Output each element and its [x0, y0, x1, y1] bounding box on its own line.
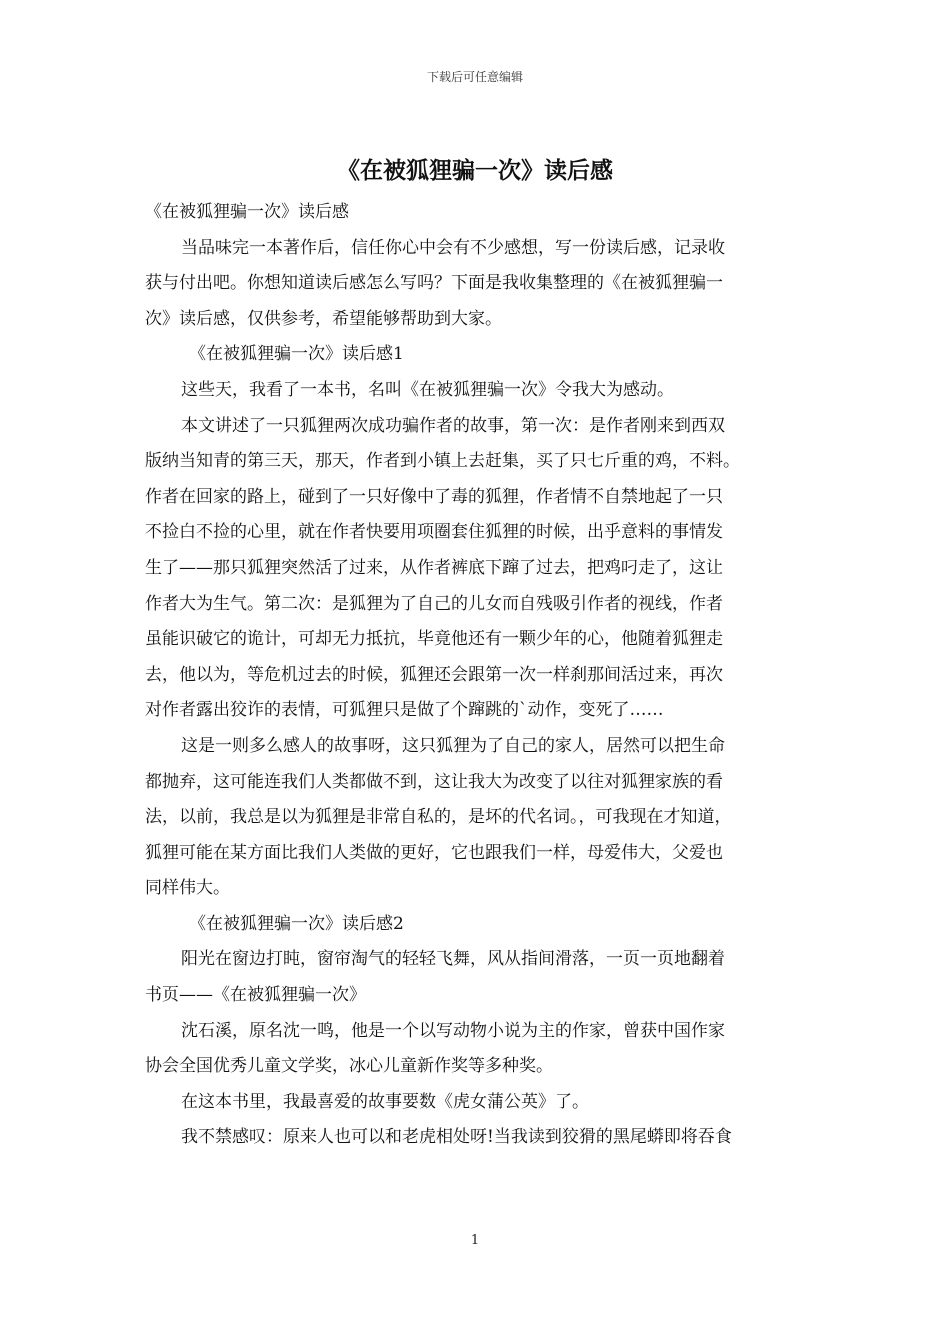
- paragraph-line: 这些天，我看了一本书，名叫《在被狐狸骗一次》令我大为感动。: [181, 379, 674, 400]
- paragraph-line: 本文讲述了一只狐狸两次成功骗作者的故事，第一次：是作者刚来到西双: [181, 415, 725, 436]
- paragraph-line: 版纳当知青的第三天，那天，作者到小镇上去赶集，买了只七斤重的鸡，不料。: [145, 451, 740, 472]
- paragraph-line: 沈石溪，原名沈一鸣，他是一个以写动物小说为主的作家，曾获中国作家: [181, 1020, 725, 1041]
- paragraph-line: 生了——那只狐狸突然活了过来，从作者裤底下蹿了过去，把鸡叼走了，这让: [145, 557, 723, 578]
- section-heading: 《在被狐狸骗一次》读后感2: [189, 913, 404, 934]
- paragraph-line: 协会全国优秀儿童文学奖，冰心儿童新作奖等多种奖。: [145, 1056, 553, 1077]
- paragraph-line: 都抛弃，这可能连我们人类都做不到，这让我大为改变了以往对狐狸家族的看: [145, 771, 723, 792]
- document-title: 《在被狐狸骗一次》读后感: [337, 157, 613, 184]
- page-header-note: 下载后可任意编辑: [426, 70, 523, 84]
- paragraph-line: 作者在回家的路上，碰到了一只好像中了毒的狐狸，作者情不自禁地起了一只: [145, 486, 723, 507]
- page-number: 1: [470, 1233, 480, 1248]
- paragraph-line: 我不禁感叹：原来人也可以和老虎相处呀!当我读到狡猾的黑尾蟒即将吞食: [181, 1127, 732, 1148]
- paragraph-line: 当品味完一本著作后，信任你心中会有不少感想，写一份读后感，记录收: [181, 237, 725, 258]
- paragraph-line: 虽能识破它的诡计，可却无力抵抗，毕竟他还有一颗少年的心，他随着狐狸走: [145, 629, 723, 650]
- paragraph-line: 不捡白不捡的心里，就在作者快要用项圈套住狐狸的时候，出乎意料的事情发: [145, 522, 723, 543]
- document-body: [145, 197, 817, 1158]
- paragraph-line: 阳光在窗边打盹，窗帘淘气的轻轻飞舞，风从指间滑落，一页一页地翻着: [181, 949, 725, 970]
- paragraph-line: 对作者露出狡诈的表情，可狐狸只是做了个蹿跳的`动作，变死了……: [145, 700, 664, 721]
- paragraph-line: 获与付出吧。你想知道读后感怎么写吗？下面是我收集整理的《在被狐狸骗一: [145, 273, 723, 294]
- paragraph-line: 书页——《在被狐狸骗一次》: [145, 985, 366, 1006]
- paragraph-line: 去，他以为，等危机过去的时候，狐狸还会跟第一次一样刹那间活过来，再次: [145, 664, 723, 685]
- paragraph-line: 这是一则多么感人的故事呀，这只狐狸为了自己的家人，居然可以把生命: [181, 735, 725, 756]
- section-heading: 《在被狐狸骗一次》读后感1: [189, 344, 404, 365]
- paragraph-line: 在这本书里，我最喜爱的故事要数《虎女蒲公英》了。: [181, 1091, 589, 1112]
- paragraph-line: 法，以前，我总是以为狐狸是非常自私的，是坏的代名词。，可我现在才知道，: [145, 807, 732, 828]
- subtitle-line: 《在被狐狸骗一次》读后感: [145, 202, 349, 222]
- paragraph-line: 作者大为生气。第二次：是狐狸为了自己的儿女而自残吸引作者的视线，作者: [145, 593, 723, 614]
- paragraph-line: 狐狸可能在某方面比我们人类做的更好，它也跟我们一样，母爱伟大，父爱也: [145, 842, 723, 863]
- paragraph-line: 次》读后感，仅供参考，希望能够帮助到大家。: [145, 308, 502, 329]
- paragraph-line: 同样伟大。: [145, 878, 230, 899]
